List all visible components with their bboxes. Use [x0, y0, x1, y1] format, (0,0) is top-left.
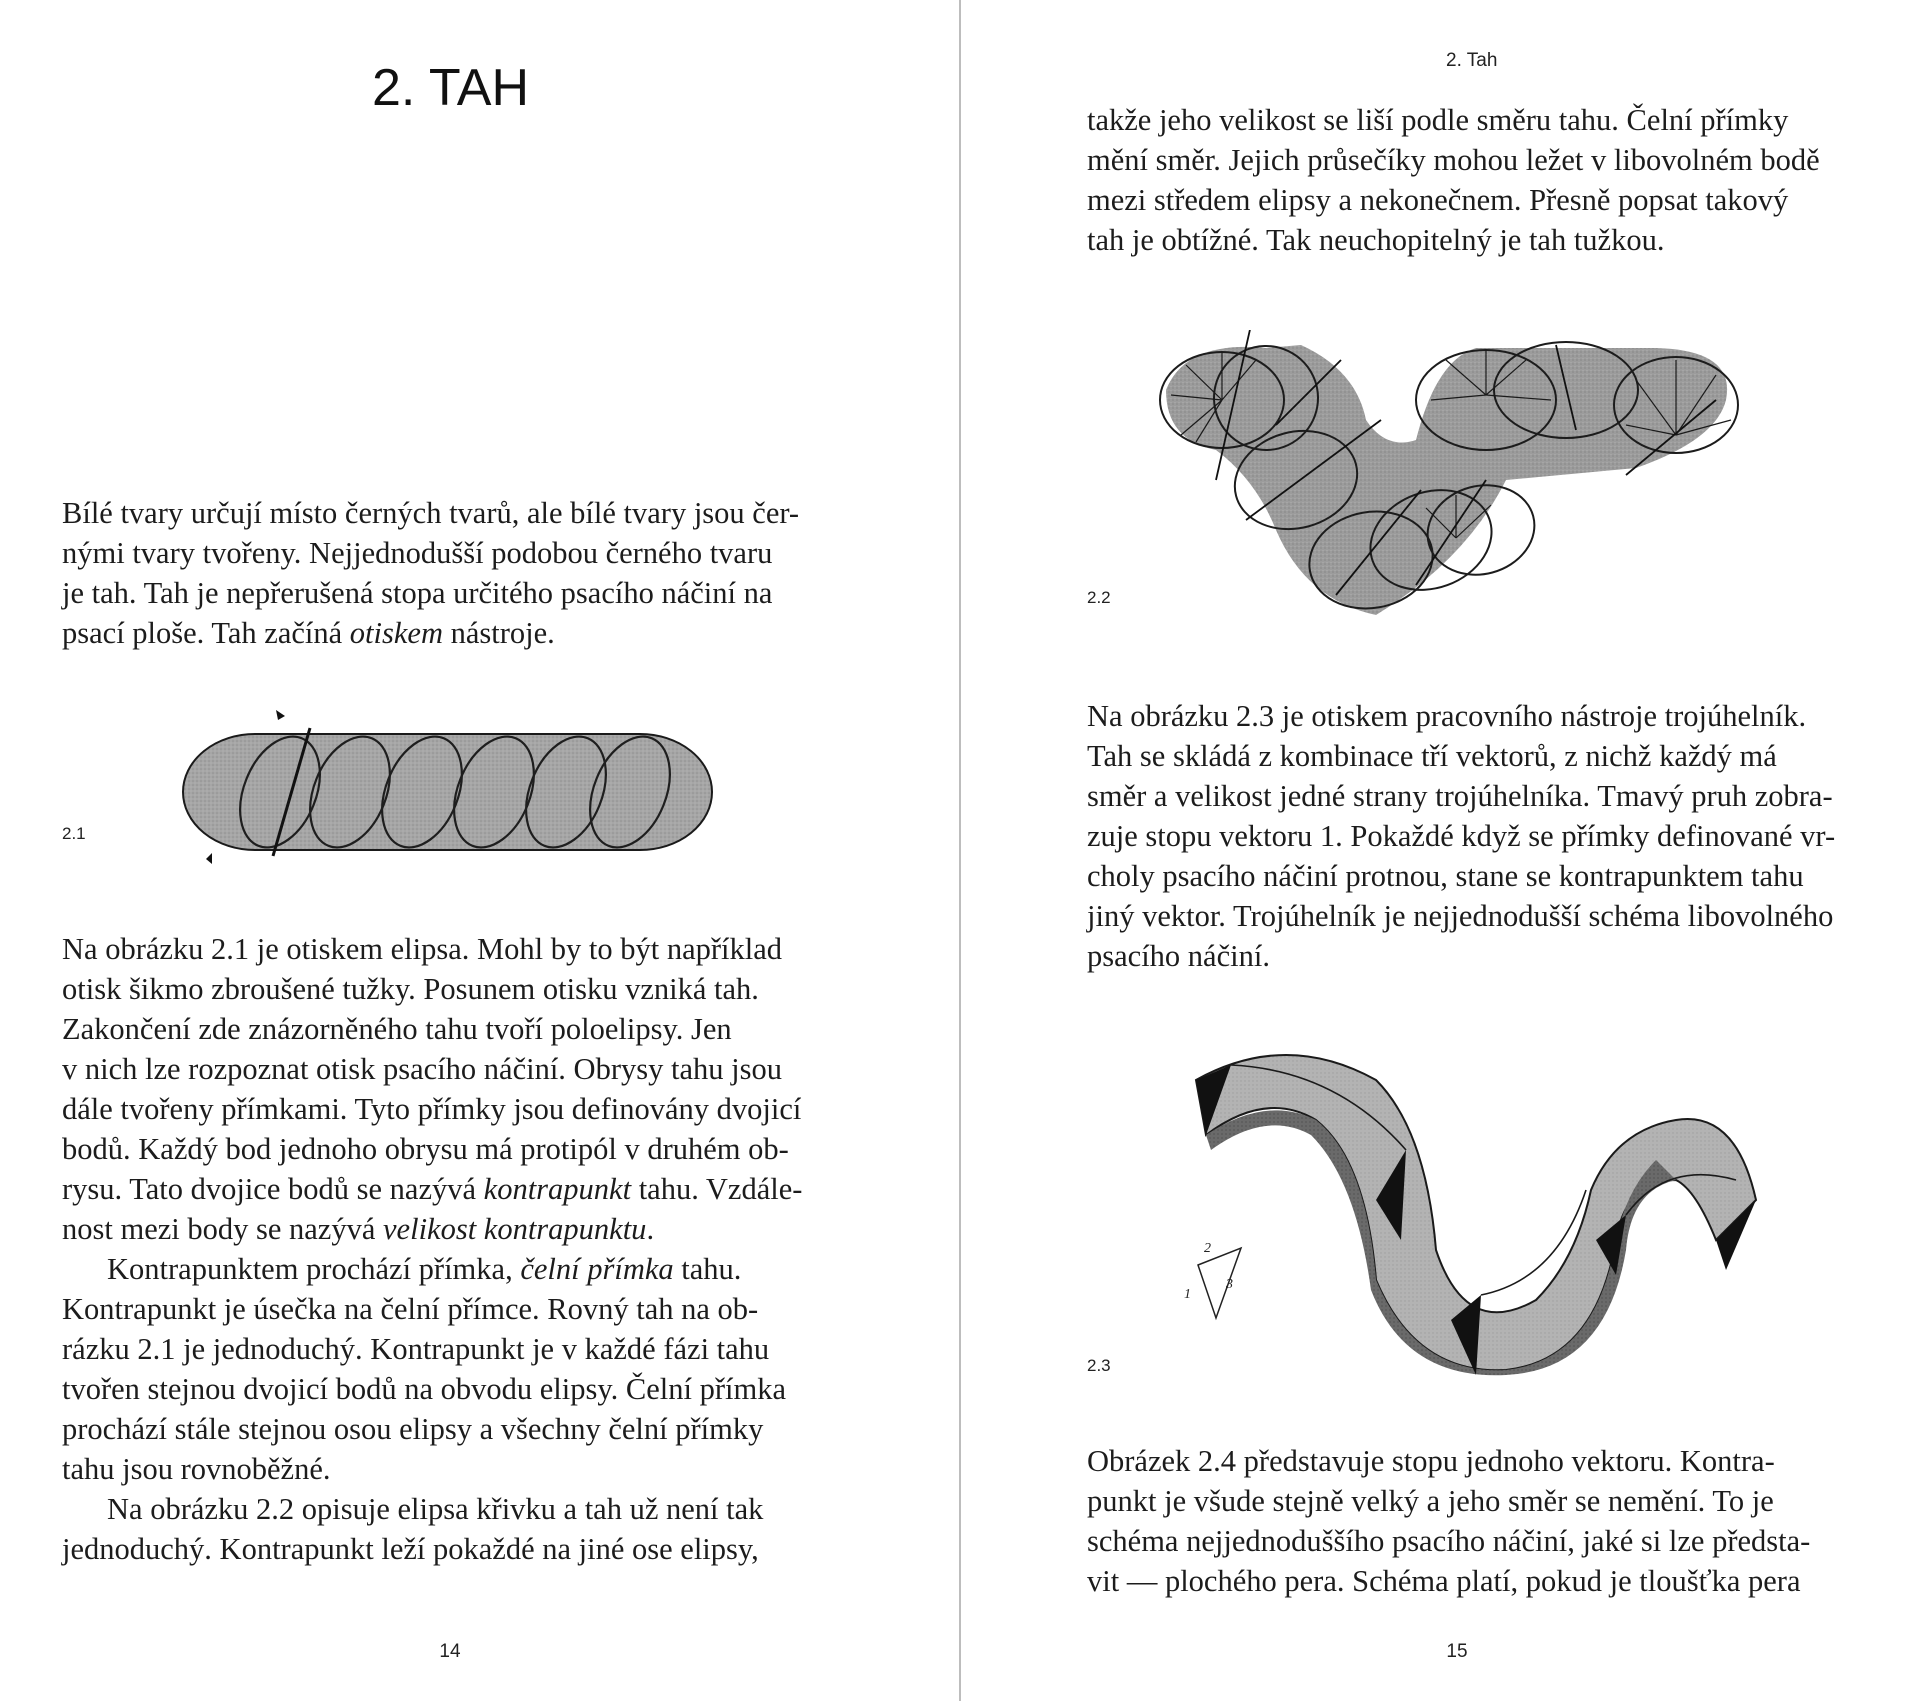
- text-line: choly psacího náčiní protnou, stane se kontrapunktem tahu: [1087, 859, 1804, 893]
- text-line: tahu jsou rovnoběžné.: [62, 1452, 331, 1486]
- text-line: Na obrázku 2.3 je otiskem pracovního nástroje trojúhelník.: [1087, 699, 1807, 733]
- text-line: dále tvořeny přímkami. Tyto přímky jsou definovány dvojicí: [62, 1092, 802, 1126]
- figure-2-1-ellipse-stroke: [160, 696, 760, 868]
- term-otiskem: otiskem: [349, 616, 443, 650]
- figure-2-1-label: 2.1: [62, 824, 86, 843]
- term-velikost-kontrapunktu: velikost kontrapunktu: [383, 1212, 647, 1246]
- paragraph-2: [62, 1249, 786, 1489]
- text-line: Kontrapunktem prochází přímka, čelní přímka tahu.: [107, 1252, 742, 1286]
- text-line: Obrázek 2.4 představuje stopu jednoho vektoru. Kontra-: [1087, 1444, 1775, 1478]
- text-line: směr a velikost jedné strany trojúhelníka. Tmavý pruh zobra-: [1087, 779, 1833, 813]
- triangle-diagram: [1198, 1248, 1241, 1318]
- figure-2-3-label: 2.3: [1087, 1356, 1111, 1375]
- triangle-label-3: 3: [1226, 1277, 1233, 1292]
- paragraph-bottom: [1087, 1441, 1810, 1601]
- text-line: jiný vektor. Trojúhelník je nejjednodušší schéma libovolného: [1087, 899, 1834, 933]
- paragraph-3: [62, 1489, 763, 1569]
- stroke-band: [1166, 345, 1727, 615]
- paragraph-mid: [1087, 696, 1835, 976]
- text-line: nými tvary tvořeny. Nejjednodušší podobou černého tvaru: [62, 536, 773, 570]
- triangle-label-2: 2: [1204, 1241, 1211, 1256]
- text-line: Tah se skládá z kombinace tří vektorů, z nichž každý má: [1087, 739, 1777, 773]
- text-line: Na obrázku 2.1 je otiskem elipsa. Mohl by to být například: [62, 932, 782, 966]
- intro-paragraph: [62, 493, 799, 653]
- text-line: je tah. Tah je nepřerušená stopa určitého psacího náčiní na: [62, 576, 773, 610]
- figure-2-2-curved-stroke: [1156, 330, 1776, 620]
- text-line: takže jeho velikost se liší podle směru tahu. Čelní přímky: [1087, 103, 1789, 137]
- text-line: prochází stále stejnou osou elipsy a všechny čelní přímky: [62, 1412, 764, 1446]
- text-line: Kontrapunkt je úsečka na čelní přímce. Rovný tah na ob-: [62, 1292, 759, 1326]
- paragraph-top: [1087, 100, 1820, 260]
- text-line: tvořen stejnou dvojicí bodů na obvodu elipsy. Čelní přímka: [62, 1372, 786, 1406]
- text-line: Zakončení zde znázorněného tahu tvoří poloelipsy. Jen: [62, 1012, 732, 1046]
- text-line: otisk šikmo zbroušené tužky. Posunem otisku vzniká tah.: [62, 972, 759, 1006]
- paragraph-1: [62, 929, 802, 1249]
- text-line: punkt je všude stejně velký a jeho směr se nemění. To je: [1087, 1484, 1774, 1518]
- text-line: Bílé tvary určují místo černých tvarů, ale bílé tvary jsou čer-: [62, 496, 800, 530]
- text-line: bodů. Každý bod jednoho obrysu má protipól v druhém ob-: [62, 1132, 789, 1166]
- text-line: nost mezi body se nazývá velikost kontrapunktu.: [62, 1212, 655, 1246]
- triangle-label-1: 1: [1184, 1287, 1191, 1302]
- term-kontrapunkt: kontrapunkt: [483, 1172, 632, 1206]
- arrow-top-icon: [276, 710, 285, 720]
- chapter-title: 2. TAH: [372, 59, 530, 117]
- text-line: psací ploše. Tah začíná otiskem nástroje.: [62, 616, 555, 650]
- text-line: schéma nejjednoduššího psacího náčiní, jaké si lze předsta-: [1087, 1524, 1811, 1558]
- text-line: rysu. Tato dvojice bodů se nazývá kontrapunkt tahu. Vzdále-: [62, 1172, 803, 1206]
- figure-2-3-triangle-stroke: [1136, 1040, 1776, 1380]
- term-celni-primka: čelní přímka: [520, 1252, 674, 1286]
- text-line: psacího náčiní.: [1087, 939, 1270, 973]
- page-number-left: 14: [439, 1641, 461, 1662]
- left-page: [0, 0, 959, 1701]
- arrow-bottom-icon: [206, 853, 212, 864]
- text-line: v nich lze rozpoznat otisk psacího náčiní. Obrysy tahu jsou: [62, 1052, 782, 1086]
- text-line: rázku 2.1 je jednoduchý. Kontrapunkt je v každé fázi tahu: [62, 1332, 770, 1366]
- text-line: zuje stopu vektoru 1. Pokaždé když se přímky definované vr-: [1087, 819, 1836, 853]
- text-line: mezi středem elipsy a nekonečnem. Přesně popsat takový: [1087, 183, 1789, 217]
- text-line: jednoduchý. Kontrapunkt leží pokaždé na jiné ose elipsy,: [62, 1532, 759, 1566]
- running-head: 2. Tah: [1446, 50, 1498, 71]
- text-line: tah je obtížné. Tak neuchopitelný je tah tužkou.: [1087, 223, 1665, 257]
- text-line: mění směr. Jejich průsečíky mohou ležet v libovolném bodě: [1087, 143, 1820, 177]
- text-line: vit — plochého pera. Schéma platí, pokud je tloušťka pera: [1087, 1564, 1801, 1598]
- text-line: Na obrázku 2.2 opisuje elipsa křivku a tah už není tak: [107, 1492, 764, 1526]
- figure-2-2-label: 2.2: [1087, 588, 1111, 607]
- page-number-right: 15: [1446, 1641, 1468, 1662]
- right-page: [961, 0, 1919, 1701]
